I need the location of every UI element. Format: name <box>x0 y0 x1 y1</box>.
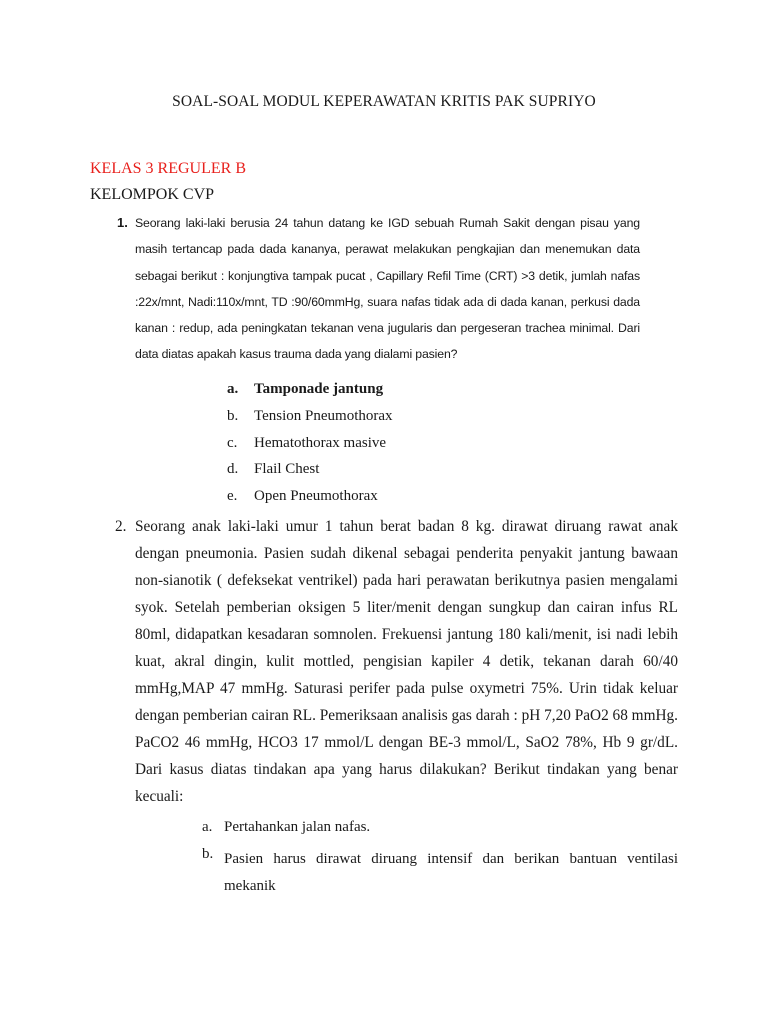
option-text: Open Pneumothorax <box>254 488 378 504</box>
option-letter: b. <box>227 408 239 424</box>
question-text: Seorang anak laki-laki umur 1 tahun berat badan 8 kg. dirawat diruang rawat anak dengan pneumonia. Pasien sudah dikenal sebagai penderita penyakit jantung bawaan non-sianotik ( defeksekat ventrikel) pada hari perawatan berikutnya pasien mengalami syok. Setelah pemberian oksigen 5 liter/menit dengan sungkup dan cairan infus RL 80ml, didapatkan kesadaran somnolen. Frekuensi jantung 180 kali/menit, isi nadi lebih kuat, akral dingin, kulit mottled, pengisian kapiler 4 detik, tekanan darah 60/40 mmHg,MAP 47 mmHg. Saturasi perifer pada pulse oxymetri 75%. Urin tidak keluar dengan pemberian cairan RL. Pemeriksaan analisis gas darah : pH 7,20 PaO2 68 mmHg. PaCO2 46 mmHg, HCO3 17 mmol/L dengan BE-3 mmol/L, SaO2 78%, Hb 9 gr/dL. Dari kasus diatas tindakan apa yang harus dilakukan? Berikut tindakan yang benar kecuali: <box>135 518 678 805</box>
option-text: Pertahankan jalan nafas. <box>224 819 371 835</box>
option-text: Hematothorax masive <box>254 435 387 451</box>
class-heading: KELAS 3 REGULER B <box>90 160 246 177</box>
document-title: SOAL-SOAL MODUL KEPERAWATAN KRITIS PAK SUPRIYO <box>172 93 596 110</box>
option-letter: d. <box>227 461 239 477</box>
option-letter: b. <box>202 846 214 862</box>
group-heading: KELOMPOK CVP <box>90 186 215 203</box>
option-text: Pasien harus dirawat diruang intensif dan berikan bantuan ventilasi mekanik <box>224 851 678 894</box>
option-letter: e. <box>227 488 238 504</box>
question-number: 1. <box>117 215 128 230</box>
option-letter: a. <box>202 819 213 835</box>
option-letter: c. <box>227 435 238 451</box>
option-letter: a. <box>227 381 239 397</box>
question-number: 2. <box>115 518 127 535</box>
question-text: Seorang laki-laki berusia 24 tahun datang ke IGD sebuah Rumah Sakit dengan pisau yang masih tertancap pada dada kananya, perawat melakukan pengkajian dan menemukan data sebagai berikut : konjungtiva tampak pucat , Capillary Refil Time (CRT) >3 detik, jumlah nafas :22x/mnt, Nadi:110x/mnt, TD :90/60mmHg, suara nafas tidak ada di dada kanan, perkusi dada kanan : redup, ada peningkatan tekanan vena jugularis dan pergeseran trachea minimal. Dari data diatas apakah kasus trauma dada yang dialami pasien? <box>135 216 640 362</box>
option-text: Tension Pneumothorax <box>254 408 393 424</box>
answer-options-2 <box>202 819 682 899</box>
option-text: Flail Chest <box>254 461 320 477</box>
answer-options-1 <box>227 381 527 511</box>
option-text: Tamponade jantung <box>254 381 384 397</box>
